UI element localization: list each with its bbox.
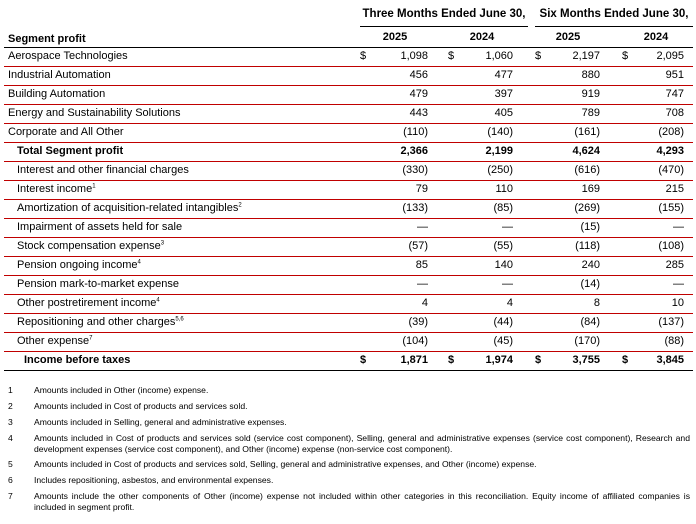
year-header: 2025	[382, 31, 408, 43]
row-label	[17, 332, 93, 351]
table-row	[4, 104, 693, 123]
cell-value: (57)	[408, 240, 428, 252]
row-label	[17, 161, 189, 180]
cell-value: —	[417, 221, 428, 233]
cell-value: 3,845	[656, 354, 684, 366]
row-label-text: Repositioning and other charges	[17, 316, 176, 328]
period-header-six-months: Six Months Ended June 30,	[539, 8, 689, 20]
cell-value: 1,974	[485, 354, 513, 366]
row-label	[8, 123, 124, 142]
row-label-text: Building Automation	[8, 88, 106, 100]
cell-value: 1,060	[485, 50, 513, 62]
cell-value: 880	[581, 69, 600, 81]
cell-value: —	[673, 221, 684, 233]
cell-value: (137)	[658, 316, 684, 328]
table-row	[4, 332, 693, 351]
cell-value: (84)	[580, 316, 600, 328]
row-label-text: Interest and other financial charges	[17, 164, 189, 176]
cell-value: (269)	[574, 202, 600, 214]
cell-value: —	[502, 221, 513, 233]
table-row	[4, 66, 693, 85]
cell-value: (250)	[487, 164, 513, 176]
cell-value: (330)	[402, 164, 428, 176]
footnote-text: Amounts include the other components of Other (income) expense not included within other categories in this reconciliation. Equity income of affiliated companies is included in segment profit.	[34, 491, 690, 512]
year-header: 2024	[643, 31, 669, 43]
cell-value: 3,755	[572, 354, 600, 366]
row-label-text: Corporate and All Other	[8, 126, 124, 138]
segment-profit-heading: Segment profit	[8, 33, 86, 45]
cell-value: (45)	[493, 335, 513, 347]
dollar-sign: $	[360, 354, 367, 366]
dollar-sign: $	[448, 50, 455, 62]
cell-value: 285	[665, 259, 684, 271]
row-label	[17, 237, 164, 256]
period-header-three-months: Three Months Ended June 30,	[362, 8, 526, 20]
footnote-ref: 1	[92, 183, 96, 190]
footnote-text: Amounts included in Cost of products and services sold, Selling, general and administrative expenses, and Other (income) expense.	[34, 459, 537, 469]
year-header: 2024	[469, 31, 495, 43]
cell-value: 1,871	[400, 354, 428, 366]
row-label-text: Stock compensation expense	[17, 240, 161, 252]
cell-value: (616)	[574, 164, 600, 176]
cell-value: 2,366	[400, 145, 428, 157]
dollar-sign: $	[535, 354, 542, 366]
dollar-sign: $	[622, 50, 629, 62]
cell-value: 4	[421, 297, 428, 309]
cell-value: (208)	[658, 126, 684, 138]
footnote-ref: 7	[89, 335, 93, 342]
dollar-sign: $	[622, 354, 629, 366]
cell-value: 4	[506, 297, 513, 309]
footnote-text: Amounts included in Cost of products and services sold (service cost component), Selling, general and administrative expenses (service cost component), Research and development expenses (service cost component), and Other (income) expense (non-service cost component).	[34, 433, 690, 454]
row-label	[17, 256, 141, 275]
table-row	[4, 85, 693, 104]
row-label-text: Industrial Automation	[8, 69, 111, 81]
row-label-text: Pension mark-to-market expense	[17, 278, 180, 290]
cell-value: 10	[671, 297, 684, 309]
footnote-ref: 3	[160, 240, 165, 247]
dollar-sign: $	[360, 50, 367, 62]
cell-value: 85	[415, 259, 428, 271]
footnote-number: 1	[8, 385, 13, 395]
cell-value: (85)	[493, 202, 513, 214]
table-row	[4, 351, 693, 370]
cell-value: (55)	[493, 240, 513, 252]
row-label-text: Total Segment profit	[17, 145, 124, 157]
cell-value: 2,199	[485, 145, 513, 157]
cell-value: (155)	[658, 202, 684, 214]
row-label	[8, 66, 111, 85]
cell-value: 477	[494, 69, 513, 81]
row-label	[17, 218, 182, 237]
cell-value: (161)	[574, 126, 600, 138]
cell-value: 110	[495, 183, 513, 195]
footnote-ref: 5,6	[175, 316, 184, 323]
row-label	[17, 275, 179, 294]
row-label	[17, 294, 160, 313]
cell-value: 215	[665, 183, 684, 195]
table-row	[4, 180, 693, 199]
footnote-text: Includes repositioning, asbestos, and environmental expenses.	[34, 475, 274, 485]
row-label	[24, 351, 130, 370]
table-row	[4, 237, 693, 256]
cell-value: 8	[593, 297, 600, 309]
cell-value: 747	[665, 88, 684, 100]
row-label-text: Amortization of acquisition-related intangibles	[17, 202, 239, 214]
row-label-text: Interest income	[17, 183, 93, 195]
cell-value: 443	[409, 107, 428, 119]
cell-value: —	[673, 278, 684, 290]
header-underline	[535, 26, 693, 27]
header-underline	[360, 26, 528, 27]
cell-value: (15)	[580, 221, 600, 233]
cell-value: (170)	[574, 335, 600, 347]
cell-value: 4,293	[656, 145, 684, 157]
row-label-text: Other expense	[17, 335, 90, 347]
row-label	[17, 199, 242, 218]
table-row	[4, 199, 693, 218]
footnote-number: 4	[8, 433, 13, 443]
row-label	[8, 47, 128, 66]
cell-value: 2,095	[656, 50, 684, 62]
cell-value: (118)	[575, 240, 600, 252]
footnote-number: 3	[8, 417, 13, 427]
dollar-sign: $	[448, 354, 455, 366]
cell-value: (140)	[487, 126, 513, 138]
footnote-text: Amounts included in Cost of products and services sold.	[34, 401, 248, 411]
row-label-text: Aerospace Technologies	[8, 50, 128, 62]
row-label-text: Energy and Sustainability Solutions	[8, 107, 181, 119]
dollar-sign: $	[535, 50, 542, 62]
cell-value: 79	[415, 183, 428, 195]
year-header: 2025	[555, 31, 581, 43]
cell-value: 456	[409, 69, 428, 81]
cell-value: 708	[665, 107, 684, 119]
cell-value: (470)	[658, 164, 684, 176]
footnote-ref: 4	[156, 297, 160, 304]
row-label	[17, 313, 184, 332]
row-label-text: Impairment of assets held for sale	[17, 221, 183, 233]
footnote-text: Amounts included in Selling, general and administrative expenses.	[34, 417, 287, 427]
cell-value: 951	[665, 69, 684, 81]
table-row	[4, 218, 693, 237]
table-row	[4, 275, 693, 294]
cell-value: 240	[581, 259, 600, 271]
cell-value: (39)	[408, 316, 428, 328]
cell-value: 789	[581, 107, 600, 119]
cell-value: 1,098	[400, 50, 428, 62]
cell-value: —	[502, 278, 513, 290]
row-label	[17, 180, 96, 199]
table-row	[4, 123, 693, 142]
cell-value: (133)	[402, 202, 428, 214]
table-row	[4, 294, 693, 313]
cell-value: 2,197	[572, 50, 600, 62]
table-row	[4, 256, 693, 275]
footnote-text: Amounts included in Other (income) expense.	[34, 385, 209, 395]
row-label-text: Income before taxes	[24, 354, 131, 366]
row-label	[17, 142, 123, 161]
table-bottom-rule	[4, 370, 693, 371]
row-label-text: Pension ongoing income	[17, 259, 138, 271]
cell-value: 4,624	[572, 145, 600, 157]
footnote-number: 5	[8, 459, 13, 469]
footnote-number: 7	[8, 491, 13, 501]
cell-value: 479	[409, 88, 428, 100]
footnote-number: 6	[8, 475, 13, 485]
footnote-ref: 4	[137, 259, 141, 266]
cell-value: 169	[581, 183, 600, 195]
table-row	[4, 47, 693, 66]
row-label	[8, 104, 180, 123]
row-label-text: Other postretirement income	[17, 297, 157, 309]
cell-value: (88)	[664, 335, 684, 347]
cell-value: (44)	[493, 316, 513, 328]
cell-value: 140	[494, 259, 513, 271]
table-row	[4, 313, 693, 332]
row-label	[8, 85, 105, 104]
cell-value: 405	[494, 107, 513, 119]
footnote-ref: 2	[238, 202, 242, 209]
table-row	[4, 161, 693, 180]
cell-value: (14)	[580, 278, 600, 290]
cell-value: —	[417, 278, 428, 290]
cell-value: 919	[581, 88, 600, 100]
footnote-number: 2	[8, 401, 13, 411]
cell-value: (104)	[402, 335, 428, 347]
cell-value: (110)	[403, 126, 428, 138]
cell-value: 397	[494, 88, 513, 100]
cell-value: (108)	[658, 240, 684, 252]
table-row	[4, 142, 693, 161]
